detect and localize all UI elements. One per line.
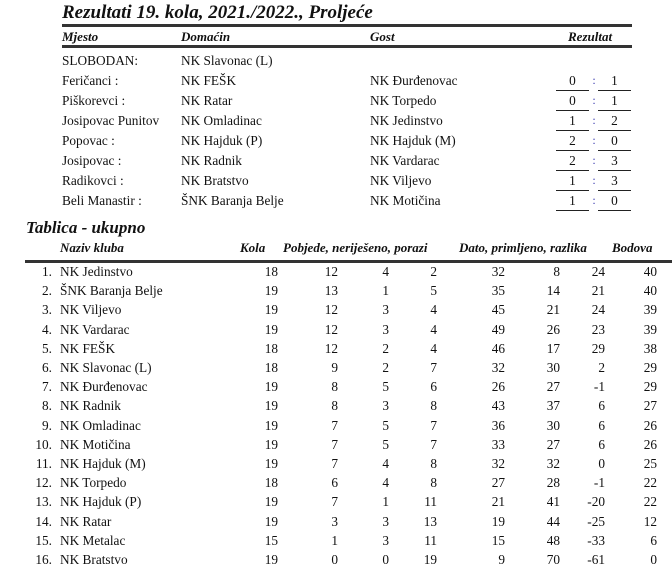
score-separator: : bbox=[592, 173, 596, 187]
goal-diff-cell: 6 bbox=[598, 398, 605, 413]
goal-diff-cell: -61 bbox=[587, 552, 605, 567]
played-cell: 19 bbox=[264, 514, 278, 529]
position-cell: 3. bbox=[42, 302, 52, 317]
match-place: SLOBODAN: bbox=[62, 53, 139, 68]
losses-cell: 8 bbox=[430, 398, 437, 413]
draws-cell: 3 bbox=[382, 514, 389, 529]
match-place: Josipovac : bbox=[62, 153, 122, 168]
played-cell: 18 bbox=[264, 264, 278, 279]
goals-for-cell: 26 bbox=[491, 379, 505, 394]
goal-diff-cell: 29 bbox=[591, 341, 605, 356]
played-cell: 19 bbox=[264, 283, 278, 298]
header-club: Naziv kluba bbox=[60, 240, 124, 255]
draws-cell: 2 bbox=[382, 360, 389, 375]
club-name-cell: NK Ratar bbox=[60, 514, 112, 529]
goals-against-cell: 26 bbox=[546, 322, 560, 337]
draws-cell: 3 bbox=[382, 302, 389, 317]
position-cell: 9. bbox=[42, 418, 52, 433]
played-cell: 19 bbox=[264, 456, 278, 471]
goals-for-cell: 15 bbox=[491, 533, 505, 548]
goal-diff-cell: 24 bbox=[591, 302, 605, 317]
draws-cell: 5 bbox=[382, 379, 389, 394]
header-points: Bodova bbox=[612, 240, 653, 255]
away-goals: 1 bbox=[598, 72, 631, 91]
points-cell: 27 bbox=[643, 398, 657, 413]
goals-for-cell: 32 bbox=[491, 456, 505, 471]
wins-cell: 9 bbox=[331, 360, 338, 375]
position-cell: 11. bbox=[35, 456, 52, 471]
losses-cell: 11 bbox=[424, 533, 437, 548]
goals-for-cell: 45 bbox=[491, 302, 505, 317]
goals-against-cell: 14 bbox=[546, 283, 560, 298]
home-team: NK Bratstvo bbox=[181, 173, 249, 188]
points-cell: 22 bbox=[643, 475, 657, 490]
losses-cell: 6 bbox=[430, 379, 437, 394]
points-cell: 25 bbox=[643, 456, 657, 471]
table-title: Tablica - ukupno bbox=[26, 218, 146, 237]
wins-cell: 0 bbox=[331, 552, 338, 567]
wins-cell: 1 bbox=[331, 533, 338, 548]
away-goals: 3 bbox=[598, 172, 631, 191]
match-place: Beli Manastir : bbox=[62, 193, 142, 208]
away-goals: 0 bbox=[598, 132, 631, 151]
header-played: Kola bbox=[240, 240, 266, 255]
points-cell: 29 bbox=[643, 360, 657, 375]
goal-diff-cell: -25 bbox=[587, 514, 605, 529]
home-team: NK Radnik bbox=[181, 153, 242, 168]
wins-cell: 8 bbox=[331, 379, 338, 394]
goals-against-cell: 8 bbox=[553, 264, 560, 279]
played-cell: 19 bbox=[264, 494, 278, 509]
goals-against-cell: 32 bbox=[546, 456, 560, 471]
header-away: Gost bbox=[370, 29, 395, 44]
home-goals: 1 bbox=[556, 112, 589, 131]
goals-for-cell: 36 bbox=[491, 418, 505, 433]
away-goals: 1 bbox=[598, 92, 631, 111]
home-goals: 0 bbox=[556, 92, 589, 111]
score-separator: : bbox=[592, 93, 596, 107]
points-cell: 0 bbox=[650, 552, 657, 567]
draws-cell: 4 bbox=[382, 264, 389, 279]
goals-against-cell: 30 bbox=[546, 360, 560, 375]
draws-cell: 2 bbox=[382, 341, 389, 356]
played-cell: 19 bbox=[264, 322, 278, 337]
draws-cell: 5 bbox=[382, 418, 389, 433]
draws-cell: 3 bbox=[382, 398, 389, 413]
club-name-cell: NK Đurđenovac bbox=[60, 379, 148, 394]
played-cell: 15 bbox=[264, 533, 278, 548]
goal-diff-cell: -1 bbox=[593, 379, 605, 394]
results-title: Rezultati 19. kola, 2021./2022., Proljeće bbox=[62, 2, 373, 23]
played-cell: 19 bbox=[264, 302, 278, 317]
away-goals: 0 bbox=[598, 192, 631, 211]
position-cell: 7. bbox=[42, 379, 52, 394]
position-cell: 2. bbox=[42, 283, 52, 298]
goals-against-cell: 28 bbox=[546, 475, 560, 490]
goal-diff-cell: 6 bbox=[598, 437, 605, 452]
losses-cell: 5 bbox=[430, 283, 437, 298]
losses-cell: 8 bbox=[430, 456, 437, 471]
goals-for-cell: 21 bbox=[491, 494, 505, 509]
draws-cell: 1 bbox=[382, 283, 389, 298]
goal-diff-cell: 21 bbox=[591, 283, 605, 298]
losses-cell: 7 bbox=[430, 437, 437, 452]
points-cell: 12 bbox=[643, 514, 657, 529]
wins-cell: 12 bbox=[324, 264, 338, 279]
goal-diff-cell: 0 bbox=[598, 456, 605, 471]
club-name-cell: NK Motičina bbox=[60, 437, 131, 452]
score-separator: : bbox=[592, 113, 596, 127]
goal-diff-cell: 24 bbox=[591, 264, 605, 279]
played-cell: 19 bbox=[264, 398, 278, 413]
losses-cell: 4 bbox=[430, 302, 437, 317]
club-name-cell: NK Omladinac bbox=[60, 418, 141, 433]
score-separator: : bbox=[592, 73, 596, 87]
goal-diff-cell: 2 bbox=[598, 360, 605, 375]
club-name-cell: NK Viljevo bbox=[60, 302, 122, 317]
goal-diff-cell: -1 bbox=[593, 475, 605, 490]
match-place: Popovac : bbox=[62, 133, 115, 148]
header-home: Domaćin bbox=[181, 29, 231, 44]
goals-for-cell: 19 bbox=[491, 514, 505, 529]
wins-cell: 12 bbox=[324, 302, 338, 317]
points-cell: 6 bbox=[650, 533, 657, 548]
goals-against-cell: 27 bbox=[546, 437, 560, 452]
away-team: NK Jedinstvo bbox=[370, 113, 443, 128]
header-place: Mjesto bbox=[62, 29, 99, 44]
club-name-cell: ŠNK Baranja Belje bbox=[60, 283, 163, 298]
club-name-cell: NK Jedinstvo bbox=[60, 264, 133, 279]
wins-cell: 12 bbox=[324, 341, 338, 356]
points-cell: 39 bbox=[643, 302, 657, 317]
draws-cell: 3 bbox=[382, 533, 389, 548]
played-cell: 18 bbox=[264, 341, 278, 356]
home-goals: 2 bbox=[556, 132, 589, 151]
match-place: Piškorevci : bbox=[62, 93, 126, 108]
points-cell: 40 bbox=[643, 264, 657, 279]
goals-for-cell: 32 bbox=[491, 264, 505, 279]
points-cell: 26 bbox=[643, 418, 657, 433]
goals-against-cell: 21 bbox=[546, 302, 560, 317]
draws-cell: 1 bbox=[382, 494, 389, 509]
away-team: NK Torpedo bbox=[370, 93, 437, 108]
draws-cell: 0 bbox=[382, 552, 389, 567]
match-place: Josipovac Punitov bbox=[62, 113, 160, 128]
losses-cell: 7 bbox=[430, 418, 437, 433]
draws-cell: 3 bbox=[382, 322, 389, 337]
wins-cell: 12 bbox=[324, 322, 338, 337]
away-team: NK Đurđenovac bbox=[370, 73, 458, 88]
goal-diff-cell: 6 bbox=[598, 418, 605, 433]
losses-cell: 7 bbox=[430, 360, 437, 375]
position-cell: 5. bbox=[42, 341, 52, 356]
away-goals: 2 bbox=[598, 112, 631, 131]
played-cell: 19 bbox=[264, 418, 278, 433]
header-wdl: Pobjede, neriješeno, porazi bbox=[283, 240, 428, 255]
club-name-cell: NK Slavonac (L) bbox=[60, 360, 152, 375]
home-team: NK Slavonac (L) bbox=[181, 53, 273, 68]
wins-cell: 6 bbox=[331, 475, 338, 490]
wins-cell: 3 bbox=[331, 514, 338, 529]
draws-cell: 5 bbox=[382, 437, 389, 452]
goals-against-cell: 30 bbox=[546, 418, 560, 433]
played-cell: 18 bbox=[264, 475, 278, 490]
score-separator: : bbox=[592, 153, 596, 167]
position-cell: 1. bbox=[42, 264, 52, 279]
goals-for-cell: 43 bbox=[491, 398, 505, 413]
draws-cell: 4 bbox=[382, 456, 389, 471]
home-goals: 2 bbox=[556, 152, 589, 171]
goals-for-cell: 46 bbox=[491, 341, 505, 356]
home-team: NK Omladinac bbox=[181, 113, 262, 128]
draws-cell: 4 bbox=[382, 475, 389, 490]
losses-cell: 13 bbox=[423, 514, 437, 529]
club-name-cell: NK Hajduk (M) bbox=[60, 456, 146, 471]
played-cell: 19 bbox=[264, 379, 278, 394]
goal-diff-cell: -33 bbox=[587, 533, 605, 548]
goals-against-cell: 44 bbox=[546, 514, 560, 529]
match-place: Radikovci : bbox=[62, 173, 124, 188]
wins-cell: 7 bbox=[331, 456, 338, 471]
goals-against-cell: 48 bbox=[546, 533, 560, 548]
results-header-rule bbox=[62, 45, 632, 48]
played-cell: 18 bbox=[264, 360, 278, 375]
wins-cell: 7 bbox=[331, 418, 338, 433]
club-name-cell: NK Radnik bbox=[60, 398, 121, 413]
wins-cell: 8 bbox=[331, 398, 338, 413]
goals-for-cell: 27 bbox=[491, 475, 505, 490]
points-cell: 40 bbox=[643, 283, 657, 298]
losses-cell: 4 bbox=[430, 322, 437, 337]
position-cell: 16. bbox=[35, 552, 52, 567]
losses-cell: 2 bbox=[430, 264, 437, 279]
losses-cell: 4 bbox=[430, 341, 437, 356]
points-cell: 38 bbox=[643, 341, 657, 356]
goals-against-cell: 41 bbox=[546, 494, 560, 509]
results-top-rule bbox=[62, 24, 632, 27]
goal-diff-cell: 23 bbox=[591, 322, 605, 337]
points-cell: 39 bbox=[643, 322, 657, 337]
position-cell: 10. bbox=[35, 437, 52, 452]
position-cell: 14. bbox=[35, 514, 52, 529]
losses-cell: 8 bbox=[430, 475, 437, 490]
goals-for-cell: 33 bbox=[491, 437, 505, 452]
match-place: Feričanci : bbox=[62, 73, 119, 88]
away-team: NK Vardarac bbox=[370, 153, 440, 168]
club-name-cell: NK Vardarac bbox=[60, 322, 130, 337]
away-team: NK Hajduk (M) bbox=[370, 133, 456, 148]
home-team: ŠNK Baranja Belje bbox=[181, 193, 284, 208]
goals-for-cell: 49 bbox=[491, 322, 505, 337]
score-separator: : bbox=[592, 193, 596, 207]
played-cell: 19 bbox=[264, 552, 278, 567]
score-separator: : bbox=[592, 133, 596, 147]
position-cell: 12. bbox=[35, 475, 52, 490]
position-cell: 4. bbox=[42, 322, 52, 337]
home-goals: 0 bbox=[556, 72, 589, 91]
goals-for-cell: 9 bbox=[498, 552, 505, 567]
club-name-cell: NK Hajduk (P) bbox=[60, 494, 142, 509]
club-name-cell: NK Bratstvo bbox=[60, 552, 128, 567]
position-cell: 15. bbox=[35, 533, 52, 548]
losses-cell: 19 bbox=[423, 552, 437, 567]
played-cell: 19 bbox=[264, 437, 278, 452]
away-team: NK Motičina bbox=[370, 193, 441, 208]
goals-against-cell: 70 bbox=[546, 552, 560, 567]
goal-diff-cell: -20 bbox=[587, 494, 605, 509]
points-cell: 29 bbox=[643, 379, 657, 394]
club-name-cell: NK Metalac bbox=[60, 533, 126, 548]
home-goals: 1 bbox=[556, 192, 589, 211]
club-name-cell: NK FEŠK bbox=[60, 341, 116, 356]
goals-against-cell: 27 bbox=[546, 379, 560, 394]
goals-for-cell: 32 bbox=[491, 360, 505, 375]
losses-cell: 11 bbox=[424, 494, 437, 509]
points-cell: 22 bbox=[643, 494, 657, 509]
points-cell: 26 bbox=[643, 437, 657, 452]
home-team: NK FEŠK bbox=[181, 73, 237, 88]
goals-against-cell: 37 bbox=[546, 398, 560, 413]
position-cell: 6. bbox=[42, 360, 52, 375]
home-team: NK Ratar bbox=[181, 93, 233, 108]
home-team: NK Hajduk (P) bbox=[181, 133, 263, 148]
home-goals: 1 bbox=[556, 172, 589, 191]
header-goals: Dato, primljeno, razlika bbox=[459, 240, 587, 255]
position-cell: 13. bbox=[35, 494, 52, 509]
wins-cell: 7 bbox=[331, 437, 338, 452]
wins-cell: 7 bbox=[331, 494, 338, 509]
header-result: Rezultat bbox=[568, 29, 613, 44]
away-team: NK Viljevo bbox=[370, 173, 432, 188]
wins-cell: 13 bbox=[324, 283, 338, 298]
position-cell: 8. bbox=[42, 398, 52, 413]
club-name-cell: NK Torpedo bbox=[60, 475, 127, 490]
goals-against-cell: 17 bbox=[546, 341, 560, 356]
away-goals: 3 bbox=[598, 152, 631, 171]
goals-for-cell: 35 bbox=[491, 283, 505, 298]
